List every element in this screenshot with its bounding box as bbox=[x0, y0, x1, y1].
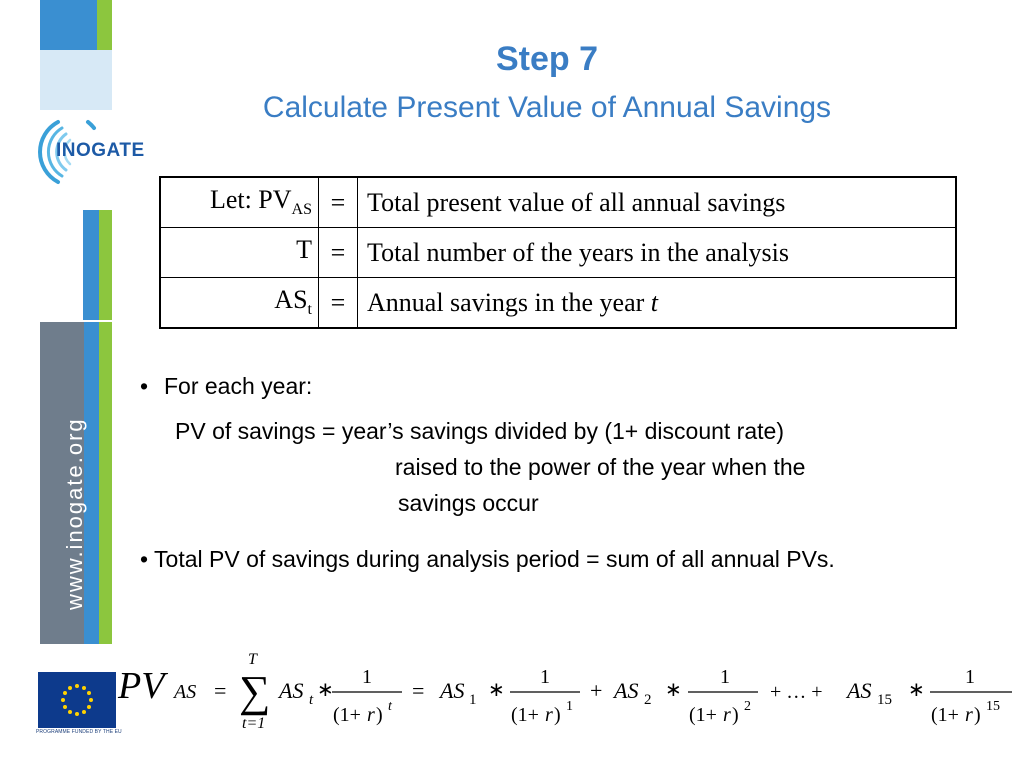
formula-sub: 1 bbox=[469, 692, 477, 708]
bullet-marker: • bbox=[140, 373, 149, 399]
definition-description: Total present value of all annual savings bbox=[358, 177, 957, 228]
formula-sub: 15 bbox=[877, 692, 892, 708]
formula-times: ∗ bbox=[317, 679, 334, 701]
formula-denominator-close: ) bbox=[974, 704, 981, 726]
formula-denominator-open: (1+ bbox=[689, 704, 717, 726]
formula-equals: = bbox=[214, 678, 227, 703]
formula-exponent: 2 bbox=[744, 699, 751, 714]
sigma-lower: t=1 bbox=[242, 715, 266, 732]
table-row bbox=[160, 278, 956, 329]
formula-sub: 2 bbox=[644, 692, 652, 708]
formula-rate: r bbox=[545, 704, 553, 726]
sigma-icon: ∑ bbox=[239, 667, 271, 716]
table-row bbox=[160, 177, 956, 228]
sidebar-green-stripe bbox=[99, 322, 112, 644]
formula-numerator: 1 bbox=[720, 666, 730, 688]
definition-description: Annual savings in the year t bbox=[358, 278, 957, 329]
formula-denominator-open: (1+ bbox=[511, 704, 539, 726]
pv-definition-line-1: PV of savings = year’s savings divided by (1+ discount rate) bbox=[175, 418, 784, 444]
definition-symbol: Let: $PV_{AS}$ bbox=[160, 177, 319, 228]
formula-rate: r bbox=[723, 704, 731, 726]
formula-exponent: t bbox=[388, 699, 392, 714]
formula-times: ∗ bbox=[908, 679, 925, 701]
formula-as: AS bbox=[279, 678, 304, 703]
page-title: Step 7 bbox=[495, 40, 599, 78]
formula-ellipsis: + … + bbox=[770, 681, 823, 703]
formula-denominator-open: (1+ bbox=[931, 704, 959, 726]
definition-equals: = bbox=[319, 177, 358, 228]
formula-denominator-close: ) bbox=[376, 704, 383, 726]
formula-as: AS bbox=[847, 678, 872, 703]
definition-symbol: T bbox=[160, 228, 319, 278]
formula-exponent: 15 bbox=[986, 699, 1000, 714]
pv-definition-line-2: raised to the power of the year when the bbox=[395, 454, 806, 480]
page-subtitle: Calculate Present Value of Annual Savings bbox=[262, 91, 832, 124]
definition-symbol: $AS_t$ bbox=[160, 278, 319, 329]
formula-numerator: 1 bbox=[540, 666, 550, 688]
formula-rate: r bbox=[965, 704, 973, 726]
formula-pv-subscript: AS bbox=[174, 681, 197, 703]
formula-as: AS bbox=[614, 678, 639, 703]
sidebar-url: www.inogate.org bbox=[62, 417, 87, 610]
bullet-total-pv: • Total PV of savings during analysis period = sum of all annual PVs. bbox=[140, 546, 835, 572]
definition-equals: = bbox=[319, 278, 358, 329]
formula-times: ∗ bbox=[665, 679, 682, 701]
sidebar-blue-bar bbox=[83, 210, 99, 320]
definitions-table bbox=[159, 176, 957, 329]
formula-pv: PV bbox=[118, 665, 165, 707]
formula-denominator-close: ) bbox=[554, 704, 561, 726]
definition-equals: = bbox=[319, 228, 358, 278]
formula-denominator-close: ) bbox=[732, 704, 739, 726]
formula-as: AS bbox=[440, 678, 465, 703]
table-row bbox=[160, 228, 956, 278]
pv-definition-line-3: savings occur bbox=[398, 490, 539, 516]
logo-wordmark: INOGATE bbox=[56, 140, 145, 161]
funding-caption: PROGRAMME FUNDED BY THE EU bbox=[36, 729, 122, 735]
formula-sub: t bbox=[309, 692, 314, 708]
formula-numerator: 1 bbox=[965, 666, 975, 688]
formula-rate: r bbox=[367, 704, 375, 726]
definition-description: Total number of the years in the analysis bbox=[358, 228, 957, 278]
formula-times: ∗ bbox=[488, 679, 505, 701]
bullet-text: For each year: bbox=[164, 373, 313, 399]
sidebar-green-bar bbox=[99, 210, 112, 320]
formula-numerator: 1 bbox=[362, 666, 372, 688]
formula-denominator-open: (1+ bbox=[333, 704, 361, 726]
eu-flag-icon bbox=[38, 672, 116, 728]
formula-plus: + bbox=[590, 678, 603, 703]
pv-formula bbox=[112, 648, 1017, 748]
formula-exponent: 1 bbox=[566, 699, 573, 714]
formula-equals: = bbox=[412, 678, 425, 703]
bullet-for-each-year bbox=[140, 373, 312, 400]
sigma-upper: T bbox=[248, 651, 257, 668]
